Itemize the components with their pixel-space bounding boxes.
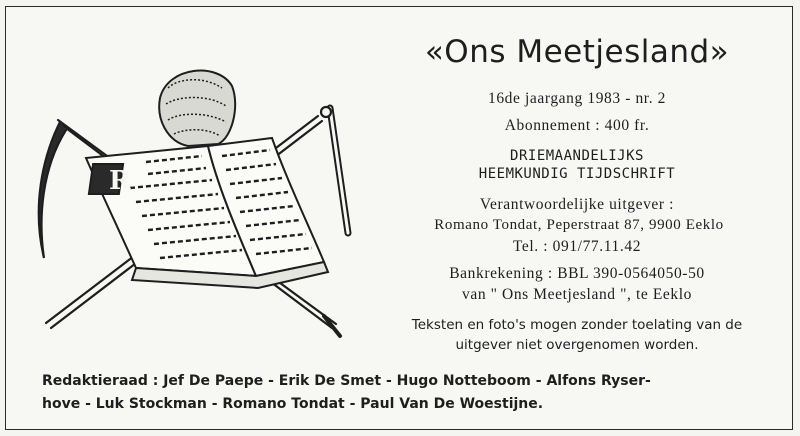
book-initial-letter: R bbox=[109, 166, 131, 196]
editorial-board-line1: Redaktieraad : Jef De Paepe - Erik De Smet - Hugo Notteboom - Alfons Ryser- bbox=[42, 373, 651, 389]
subscription-price: Abonnement : 400 fr. bbox=[504, 117, 650, 134]
masthead-illustration bbox=[18, 58, 368, 348]
year-issue: 16de jaargang 1983 - nr. 2 bbox=[487, 90, 667, 107]
bank-holder: van " Ons Meetjesland ", te Eeklo bbox=[461, 286, 693, 303]
publisher-label: Verantwoordelijke uitgever : bbox=[479, 196, 675, 213]
copyright-notice-line2: uitgever niet overgenomen worden. bbox=[455, 337, 699, 353]
bank-account: Bankrekening : BBL 390-0564050-50 bbox=[449, 265, 705, 282]
editorial-board-line2: hove - Luk Stockman - Romano Tondat - Paul Van De Woestijne. bbox=[42, 396, 544, 412]
publication-type: HEEMKUNDIG TIJDSCHRIFT bbox=[478, 166, 676, 182]
publication-frequency: DRIEMAANDELIJKS bbox=[510, 148, 644, 164]
magazine-title: «Ons Meetjesland» bbox=[424, 34, 730, 70]
publisher-phone: Tel. : 091/77.11.42 bbox=[512, 238, 642, 255]
publisher-address: Romano Tondat, Peperstraat 87, 9900 Eeklo bbox=[434, 217, 724, 233]
copyright-notice-line1: Teksten en foto's mogen zonder toelating van de bbox=[411, 317, 743, 333]
